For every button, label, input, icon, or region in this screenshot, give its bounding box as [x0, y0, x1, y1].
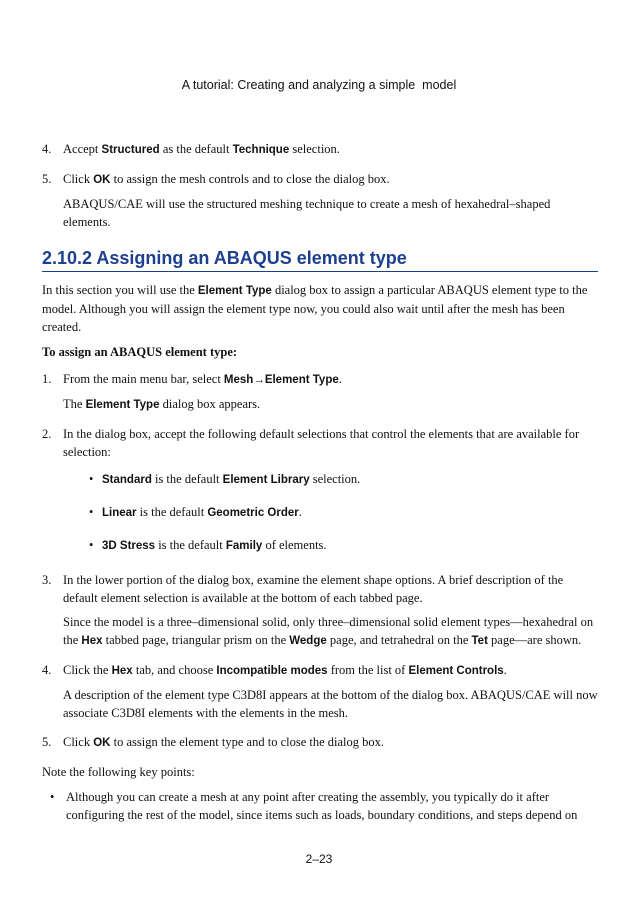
step-number: 5. — [42, 735, 52, 749]
default-selections-list — [63, 470, 598, 555]
step-3-shapes — [42, 571, 598, 650]
page-number: 2–23 — [305, 852, 333, 866]
bullet-dot: • — [89, 472, 94, 486]
body-text — [42, 140, 598, 824]
ui-term: Standard — [102, 474, 152, 486]
ui-term: Incompatible modes — [216, 665, 328, 677]
procedure-heading: To assign an ABAQUS element type: — [42, 345, 238, 359]
notes-intro: Note the following key points: — [42, 765, 195, 779]
step-subtext: ABAQUS/CAE will use the structured meshing technique to create a mesh of hexahedral–shaped elements. — [63, 197, 551, 229]
step-5-ok-mesh — [42, 170, 598, 231]
ui-term: Tet — [471, 635, 488, 647]
ui-term: OK — [93, 174, 111, 186]
step-text: Click the Hex tab, and choose Incompatible modes from the list of Element Controls. — [63, 663, 507, 677]
step-number: 2. — [42, 427, 52, 441]
step-number: 4. — [42, 663, 52, 677]
bullet-dot: • — [89, 505, 94, 519]
bullet-item: • 3D Stress is the default Family of elements. — [89, 538, 327, 552]
step-4-structured — [42, 140, 598, 159]
running-header: A tutorial: Creating and analyzing a simple model — [181, 78, 457, 92]
step-4-hex — [42, 661, 598, 722]
bullet-dot: • — [89, 538, 94, 552]
ui-term: Element Type — [197, 285, 272, 297]
ui-term: Linear — [102, 507, 137, 519]
step-text: Click OK to assign the element type and to close the dialog box. — [63, 735, 385, 749]
step-text: Click OK to assign the mesh controls and to close the dialog box. — [63, 172, 390, 186]
ui-term: Hex — [81, 635, 103, 647]
step-number: 3. — [42, 573, 52, 587]
note-text: Although you can create a mesh at any point after creating the assembly, you typically do it after configuring the rest of the model, since items such as loads, boundary conditions, and steps depend on — [66, 790, 578, 822]
step-subtext: The Element Type dialog box appears. — [63, 397, 261, 411]
step-text: Accept Structured as the default Technique selection. — [63, 142, 340, 156]
bullet-item: • Standard is the default Element Library selection. — [89, 472, 361, 486]
bullet-item: • Linear is the default Geometric Order. — [89, 505, 302, 519]
step-2-defaults — [42, 425, 598, 555]
ui-term: Structured — [101, 144, 160, 156]
section-heading: 2.10.2 Assigning an ABAQUS element type — [42, 247, 598, 272]
step-5-ok-element — [42, 733, 598, 752]
step-1-menu — [42, 370, 598, 414]
ui-term: Family — [225, 540, 263, 552]
step-number: 4. — [42, 142, 52, 156]
ui-term: Technique — [232, 144, 290, 156]
note-bullet-item — [50, 788, 598, 824]
ui-term: Element Library — [222, 474, 310, 486]
ui-term: Hex — [111, 665, 133, 677]
section-intro: In this section you will use the Element Type dialog box to assign a particular ABAQUS element type to the model. Although you will assign the element type now, you could also wait until after the mesh has been created. — [42, 283, 588, 334]
ui-term: Element Controls — [408, 665, 504, 677]
step-text: In the dialog box, accept the following default selections that control the elements that are available for selection: — [63, 427, 580, 459]
bullet-dot: • — [50, 790, 55, 804]
ui-term: 3D Stress — [102, 540, 156, 552]
step-text: In the lower portion of the dialog box, examine the element shape options. A brief description of the default element selection is available at the bottom of each tabbed page. — [63, 573, 564, 605]
ui-term: OK — [93, 737, 111, 749]
ui-term: Wedge — [289, 635, 327, 647]
ui-term: Geometric Order — [207, 507, 299, 519]
ui-term: Element Type — [85, 399, 160, 411]
step-number: 1. — [42, 372, 52, 386]
ui-term: Mesh→Element Type — [223, 374, 339, 386]
step-subtext: Since the model is a three–dimensional solid, only three–dimensional solid element types––hexahedral on the Hex tabbed page, triangular prism on the Wedge page, and tetrahedral on the Tet page––are shown. — [63, 615, 594, 647]
step-number: 5. — [42, 172, 52, 186]
step-subtext: A description of the element type C3D8I appears at the bottom of the dialog box. ABAQUS/CAE will now associate C3D8I elements with the elements in the mesh. — [63, 688, 598, 720]
step-text: From the main menu bar, select Mesh→Element Type. — [63, 372, 342, 386]
